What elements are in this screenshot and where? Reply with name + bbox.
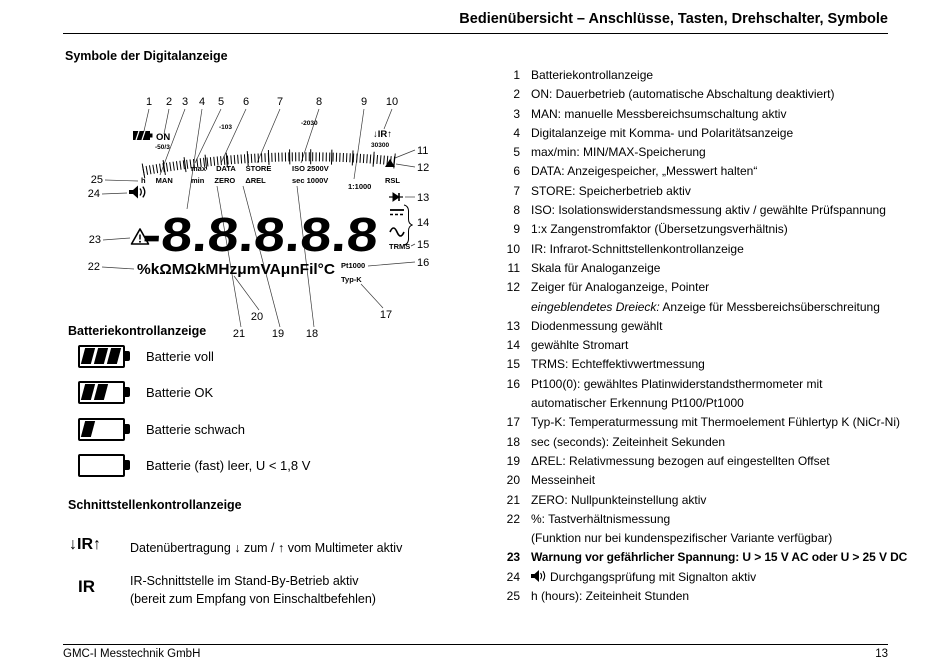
lcd-ratio-label: 1:1000: [348, 182, 372, 191]
list-item-text: [531, 278, 880, 317]
lcd-sec-label: sec 1000V: [292, 176, 329, 185]
list-item-text: Warnung vor gefährlicher Spannung: U > 15 V AC oder U > 25 V DC: [531, 550, 908, 565]
list-item-text-line1: Zeiger für Analoganzeige, Pointer: [531, 280, 710, 295]
battery-label: Batterie voll: [146, 348, 214, 364]
scale-label: -103: [219, 124, 233, 131]
ir-standby-icon: IR: [78, 577, 95, 596]
list-item: [497, 587, 937, 606]
legend-list: [497, 66, 937, 606]
lcd-row-min: min ZERO ΔREL: [191, 176, 266, 185]
svg-text:11: 11: [417, 145, 429, 157]
list-item-number: 9: [513, 222, 520, 237]
list-item-text: MAN: manuelle Messbereichsumschaltung aktiv: [531, 106, 787, 121]
svg-text:3: 3: [181, 96, 189, 108]
svg-text:24: 24: [87, 188, 100, 200]
svg-text:14: 14: [417, 217, 430, 229]
list-item-number: 18: [506, 434, 520, 449]
svg-text:21: 21: [232, 328, 246, 340]
list-item: [497, 452, 937, 471]
list-item: [497, 355, 937, 374]
page-title: Bedienübersicht – Anschlüsse, Tasten, Drehschalter, Symbole: [459, 11, 888, 27]
svg-text:1: 1: [145, 96, 153, 108]
list-item-text: ISO: Isolationswiderstandsmessung aktiv / gewählte Prüfspannung: [531, 203, 886, 218]
list-item-number: 22: [506, 511, 520, 526]
list-item: [497, 162, 937, 181]
svg-text:6: 6: [242, 96, 250, 108]
svg-text:18: 18: [305, 328, 319, 340]
list-item-text: [531, 568, 756, 587]
callout-numbers-left: [88, 174, 103, 273]
list-item-text: h (hours): Zeiteinheit Stunden: [531, 589, 690, 604]
battery-empty-icon: [78, 454, 130, 477]
list-item-number: 14: [506, 338, 520, 353]
svg-text:22: 22: [87, 261, 100, 273]
lcd-trms-label: TRMS: [389, 242, 411, 251]
list-item-text: TRMS: Echteffektivwertmessung: [531, 357, 705, 372]
lcd-typk-label: Typ-K: [341, 275, 362, 284]
svg-text:12: 12: [417, 162, 430, 174]
list-item: [497, 220, 937, 239]
svg-text:23: 23: [88, 234, 101, 246]
lcd-iso-label: ISO 2500V: [292, 164, 329, 173]
footer: [63, 648, 888, 659]
brace-callout-14: [404, 205, 413, 245]
list-item-text: ZERO: Nullpunkteinstellung aktiv: [531, 492, 707, 507]
list-item-text: Messeinheit: [531, 473, 596, 488]
lcd-on-label: ON: [156, 132, 171, 143]
list-item-text: sec (seconds): Zeiteinheit Sekunden: [531, 434, 726, 449]
svg-text:25: 25: [90, 174, 103, 186]
svg-text:8: 8: [315, 96, 323, 108]
list-item-text: IR: Infrarot-Schnittstellenkontrollanzeige: [531, 241, 744, 256]
list-item-text-main: Durchgangsprüfung mit Signalton aktiv: [550, 569, 757, 584]
section-heading-interface: Schnittstellenkontrollanzeige: [68, 498, 242, 512]
battery-ok-icon: [78, 381, 130, 404]
list-item-text: Skala für Analoganzeige: [531, 260, 661, 275]
svg-text:16: 16: [417, 257, 430, 269]
battery-row-ok: [78, 380, 213, 404]
footer-rule: [63, 644, 888, 645]
lcd-diagram: [87, 89, 459, 351]
list-item-text-line1: %: Tastverhältnismessung: [531, 511, 671, 526]
list-item-text: max/min: MIN/MAX-Speicherung: [531, 145, 706, 160]
battery-weak-icon: [78, 418, 130, 441]
list-item-text: DATA: Anzeigespeicher, „Messwert halten“: [531, 164, 758, 179]
list-item-text: [531, 375, 822, 414]
list-item-text: ON: Dauerbetrieb (automatische Abschaltung deaktiviert): [531, 87, 835, 102]
footer-page-number: 13: [875, 648, 888, 659]
svg-text:10: 10: [385, 96, 399, 108]
battery-label: Batterie OK: [146, 384, 214, 400]
scale-label: -2030: [301, 120, 318, 127]
battery-icon: [133, 131, 153, 140]
list-item-text-line2: (Funktion nur bei kundenspezifischer Variante verfügbar): [531, 531, 833, 546]
list-item: [497, 201, 937, 220]
battery-row-weak: [78, 417, 245, 441]
list-item-number: 12: [506, 280, 520, 295]
list-item-text: Diodenmessung gewählt: [531, 318, 663, 333]
diode-icon: [389, 193, 403, 201]
battery-label: Batterie schwach: [146, 421, 245, 437]
list-item-number: 1: [513, 68, 520, 82]
list-item-number: 19: [506, 453, 520, 468]
lcd-ir-indicator: ↓IR↑: [373, 129, 392, 140]
battery-label: Batterie (fast) leer, U < 1,8 V: [146, 457, 311, 473]
footer-company: GMC-I Messtechnik GmbH: [63, 648, 201, 659]
lcd-units-row: %kΩMΩkMHzμmVAμnFil°C: [137, 261, 336, 278]
list-item-text: 1:x Zangenstromfaktor (Übersetzungsverhältnis): [531, 222, 788, 237]
list-item-text: ΔREL: Relativmessung bezogen auf eingestellten Offset: [531, 453, 830, 468]
list-item-number: 7: [513, 183, 520, 198]
list-item-number: 5: [513, 145, 520, 160]
ir-transfer-icon: ↓IR↑: [69, 536, 101, 553]
svg-text:20: 20: [250, 311, 264, 323]
list-item-warning: [497, 548, 937, 567]
ir-standby-label-line1: IR-Schnittstelle im Stand-By-Betrieb aktiv: [130, 574, 359, 588]
callout-numbers-top: [146, 96, 398, 108]
lcd-h-man-label: h MAN: [141, 176, 173, 185]
svg-text:13: 13: [417, 192, 430, 204]
list-item-number: 23: [506, 550, 520, 565]
speaker-icon: [531, 570, 546, 582]
list-item: [497, 471, 937, 490]
list-item: [497, 433, 937, 452]
list-item: [497, 317, 937, 336]
list-item-number: 21: [506, 492, 520, 507]
scale-label: 30300: [371, 142, 390, 149]
callout-numbers-right: [417, 145, 429, 269]
list-item: [497, 143, 937, 162]
list-item: [497, 375, 937, 414]
lcd-row-max: max DATA STORE: [191, 164, 272, 173]
list-item: [497, 182, 937, 201]
list-item-number: 11: [507, 260, 520, 275]
list-item-text-italic: eingeblendetes Dreieck:: [531, 299, 660, 314]
list-item: [497, 491, 937, 510]
list-item-text: Batteriekontrollanzeige: [531, 68, 654, 82]
svg-text:-8.8.8.8.8: -8.8.8.8.8: [140, 209, 348, 262]
svg-text:19: 19: [271, 328, 285, 340]
list-item: [497, 66, 937, 85]
lcd-pt1000-label: Pt1000: [341, 261, 366, 270]
section-heading-display-symbols: Symbole der Digitalanzeige: [65, 49, 228, 63]
list-item-text-line2: automatischer Erkennung Pt100/Pt1000: [531, 396, 744, 411]
list-item-number: 25: [506, 589, 520, 604]
list-item: [497, 510, 937, 549]
list-item-number: 3: [513, 106, 520, 121]
list-item-number: 20: [506, 473, 520, 488]
ir-standby-label-line2: (bereit zum Empfang von Einschaltbefehlen): [130, 592, 376, 606]
svg-text:17: 17: [379, 309, 393, 321]
list-item-number: 8: [513, 203, 520, 218]
battery-row-full: [78, 344, 214, 368]
list-item-number: 24: [506, 569, 520, 584]
list-item-text: Typ-K: Temperaturmessung mit Thermoelement Fühlertyp K (NiCr-Ni): [531, 415, 900, 430]
section-heading-battery: Batteriekontrollanzeige: [68, 324, 207, 338]
svg-text:2: 2: [165, 96, 173, 108]
list-item: [497, 278, 937, 317]
list-item-number: 13: [506, 318, 520, 333]
list-item: [497, 240, 937, 259]
left-column: [65, 49, 497, 624]
list-item: [497, 568, 937, 587]
list-item: [497, 105, 937, 124]
list-item-text: gewählte Stromart: [531, 338, 629, 353]
list-item-text: STORE: Speicherbetrieb aktiv: [531, 183, 691, 198]
list-item: [497, 124, 937, 143]
battery-row-empty: [78, 453, 310, 477]
list-item-text: [531, 510, 832, 549]
lcd-rsl-label: RSL: [385, 176, 400, 185]
list-item-number: 17: [506, 415, 520, 430]
ir-standby-label: [130, 572, 376, 608]
list-item-number: 6: [513, 164, 520, 179]
header-rule: [63, 33, 888, 34]
list-item-number: 2: [513, 87, 520, 102]
ac-icon: [390, 228, 404, 236]
svg-text:7: 7: [276, 96, 284, 108]
svg-text:5: 5: [217, 96, 225, 108]
svg-text:4: 4: [198, 96, 206, 108]
list-item-text: Digitalanzeige mit Komma- und Polaritätsanzeige: [531, 125, 794, 140]
list-item: [497, 259, 937, 278]
scale-label: -50/3: [155, 144, 170, 151]
svg-text:9: 9: [360, 96, 368, 108]
list-item-number: 15: [506, 357, 520, 372]
list-item: [497, 85, 937, 104]
battery-full-icon: [78, 345, 130, 368]
list-item-number: 10: [506, 241, 520, 256]
svg-text:15: 15: [417, 239, 430, 251]
list-item: [497, 413, 937, 432]
list-item: [497, 336, 937, 355]
list-item-number: 4: [513, 125, 520, 140]
seven-segment-digits: [141, 209, 380, 262]
ir-transfer-label: Datenübertragung ↓ zum / ↑ vom Multimeter aktiv: [130, 541, 403, 555]
dc-icon: [390, 210, 404, 215]
list-item-text-line1: Pt100(0): gewähltes Platinwiderstandsthermometer mit: [531, 376, 823, 391]
speaker-icon: [129, 186, 145, 199]
list-item-number: 16: [506, 376, 520, 391]
list-item-text-line2: Anzeige für Messbereichsüberschreitung: [662, 299, 880, 314]
